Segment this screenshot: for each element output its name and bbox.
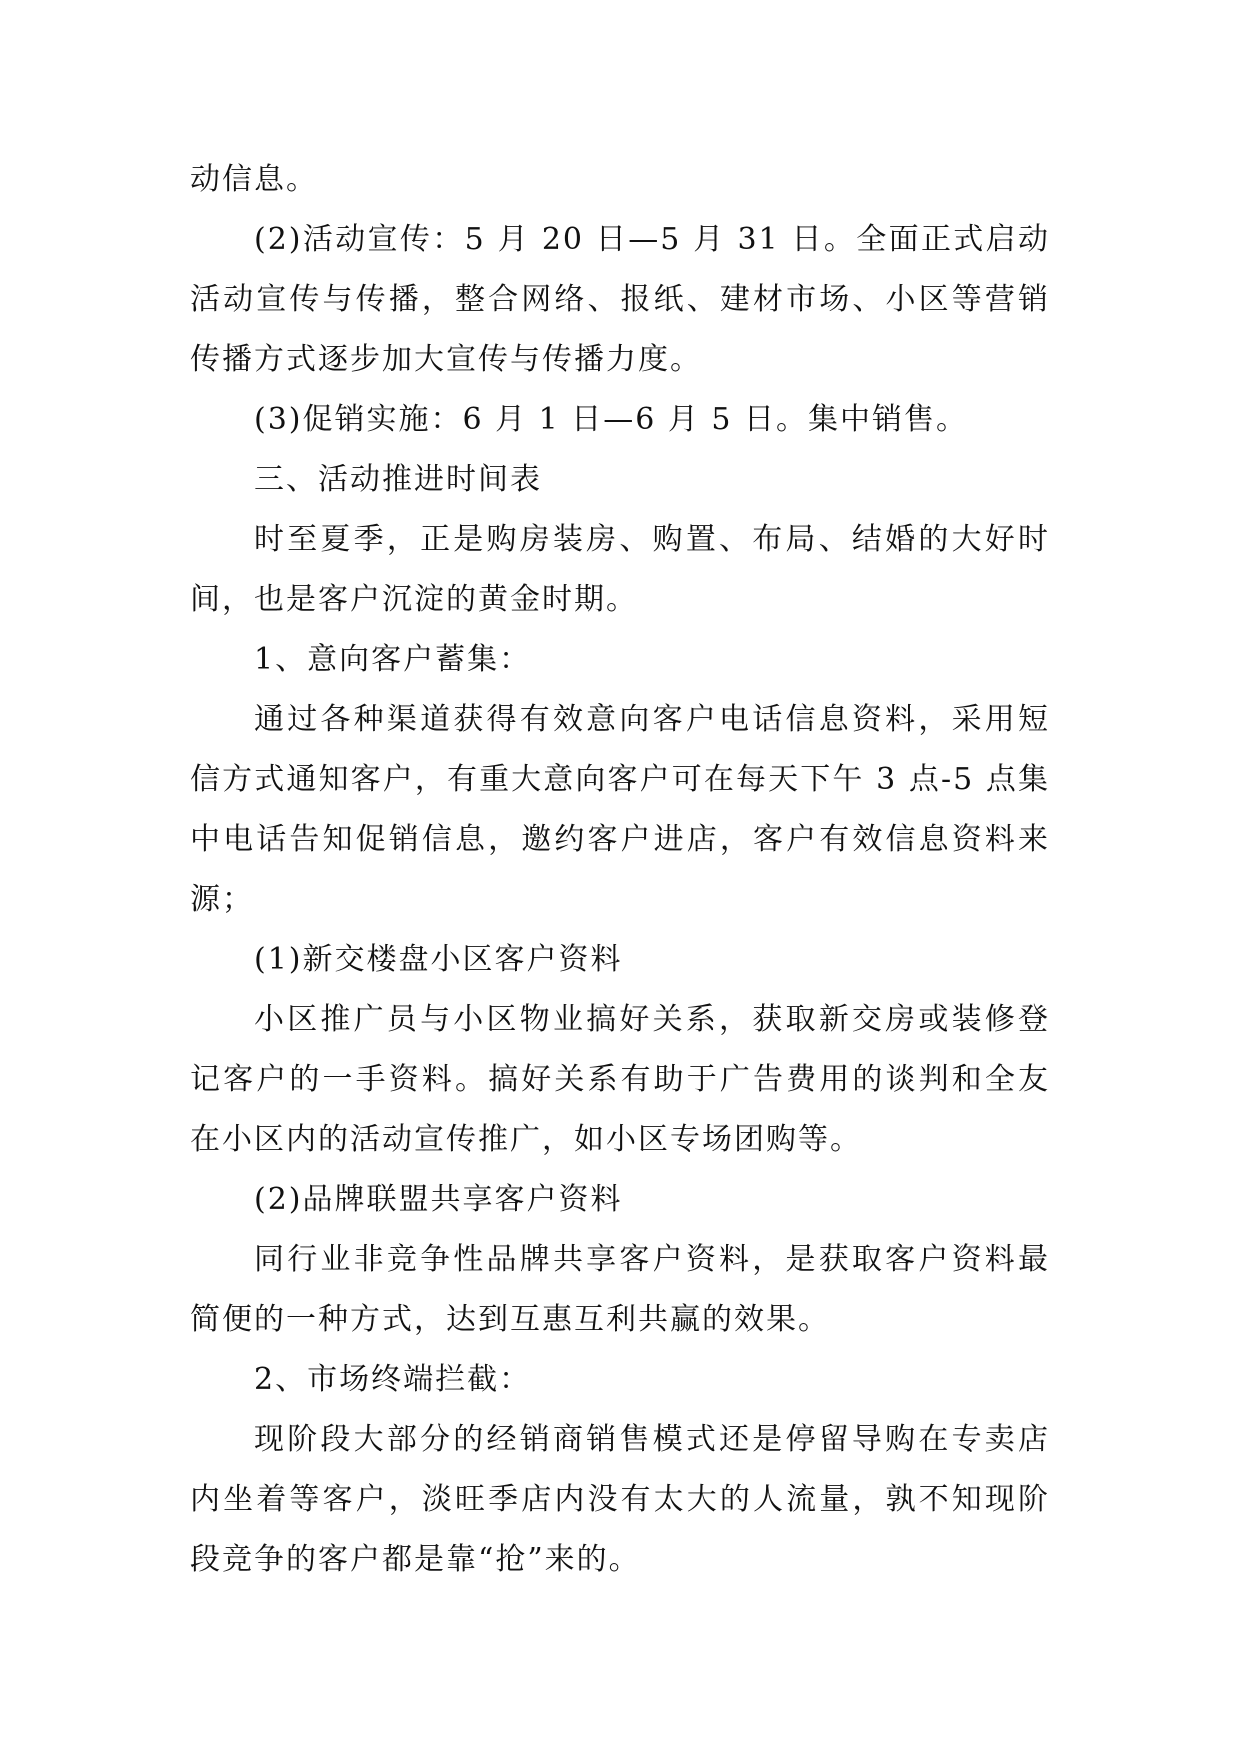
paragraph-channels: 通过各种渠道获得有效意向客户电话信息资料，采用短信方式通知客户，有重大意向客户可在每天下午 3 点-5 点集中电话告知促销信息，邀约客户进店，客户有效信息资料来源； bbox=[190, 702, 1050, 917]
section-heading-schedule: 三、活动推进时间表 bbox=[254, 462, 542, 497]
subheading-market-terminal: 2、市场终端拦截： bbox=[254, 1362, 532, 1397]
paragraph-summer-season: 时至夏季，正是购房装房、购置、布局、结婚的大好时间，也是客户沉淀的黄金时期。 bbox=[190, 522, 1050, 617]
paragraph-community-promoter: 小区推广员与小区物业搞好关系，获取新交房或装修登记客户的一手资料。搞好关系有助于广告费用的谈判和全友在小区内的活动宣传推广，如小区专场团购等。 bbox=[190, 1002, 1050, 1157]
paragraph-continuation: 动信息。 bbox=[190, 162, 318, 197]
document-body bbox=[190, 150, 1050, 1590]
paragraph-dealer-model: 现阶段大部分的经销商销售模式还是停留导购在专卖店内坐着等客户，淡旺季店内没有太大的人流量，孰不知现阶段竞争的客户都是靠“抢”来的。 bbox=[190, 1422, 1050, 1577]
paragraph-activity-promotion: (2)活动宣传：5 月 20 日—5 月 31 日。全面正式启动活动宣传与传播，整合网络、报纸、建材市场、小区等营销传播方式逐步加大宣传与传播力度。 bbox=[190, 222, 1050, 377]
paragraph-promotion-implementation: (3)促销实施：6 月 1 日—6 月 5 日。集中销售。 bbox=[254, 402, 969, 437]
paragraph-brand-sharing: 同行业非竞争性品牌共享客户资料，是获取客户资料最简便的一种方式，达到互惠互利共赢的效果。 bbox=[190, 1242, 1050, 1337]
subheading-intent-customers: 1、意向客户蓄集： bbox=[254, 642, 532, 677]
subheading-brand-alliance: (2)品牌联盟共享客户资料 bbox=[254, 1182, 623, 1217]
subheading-new-residential: (1)新交楼盘小区客户资料 bbox=[254, 942, 623, 977]
